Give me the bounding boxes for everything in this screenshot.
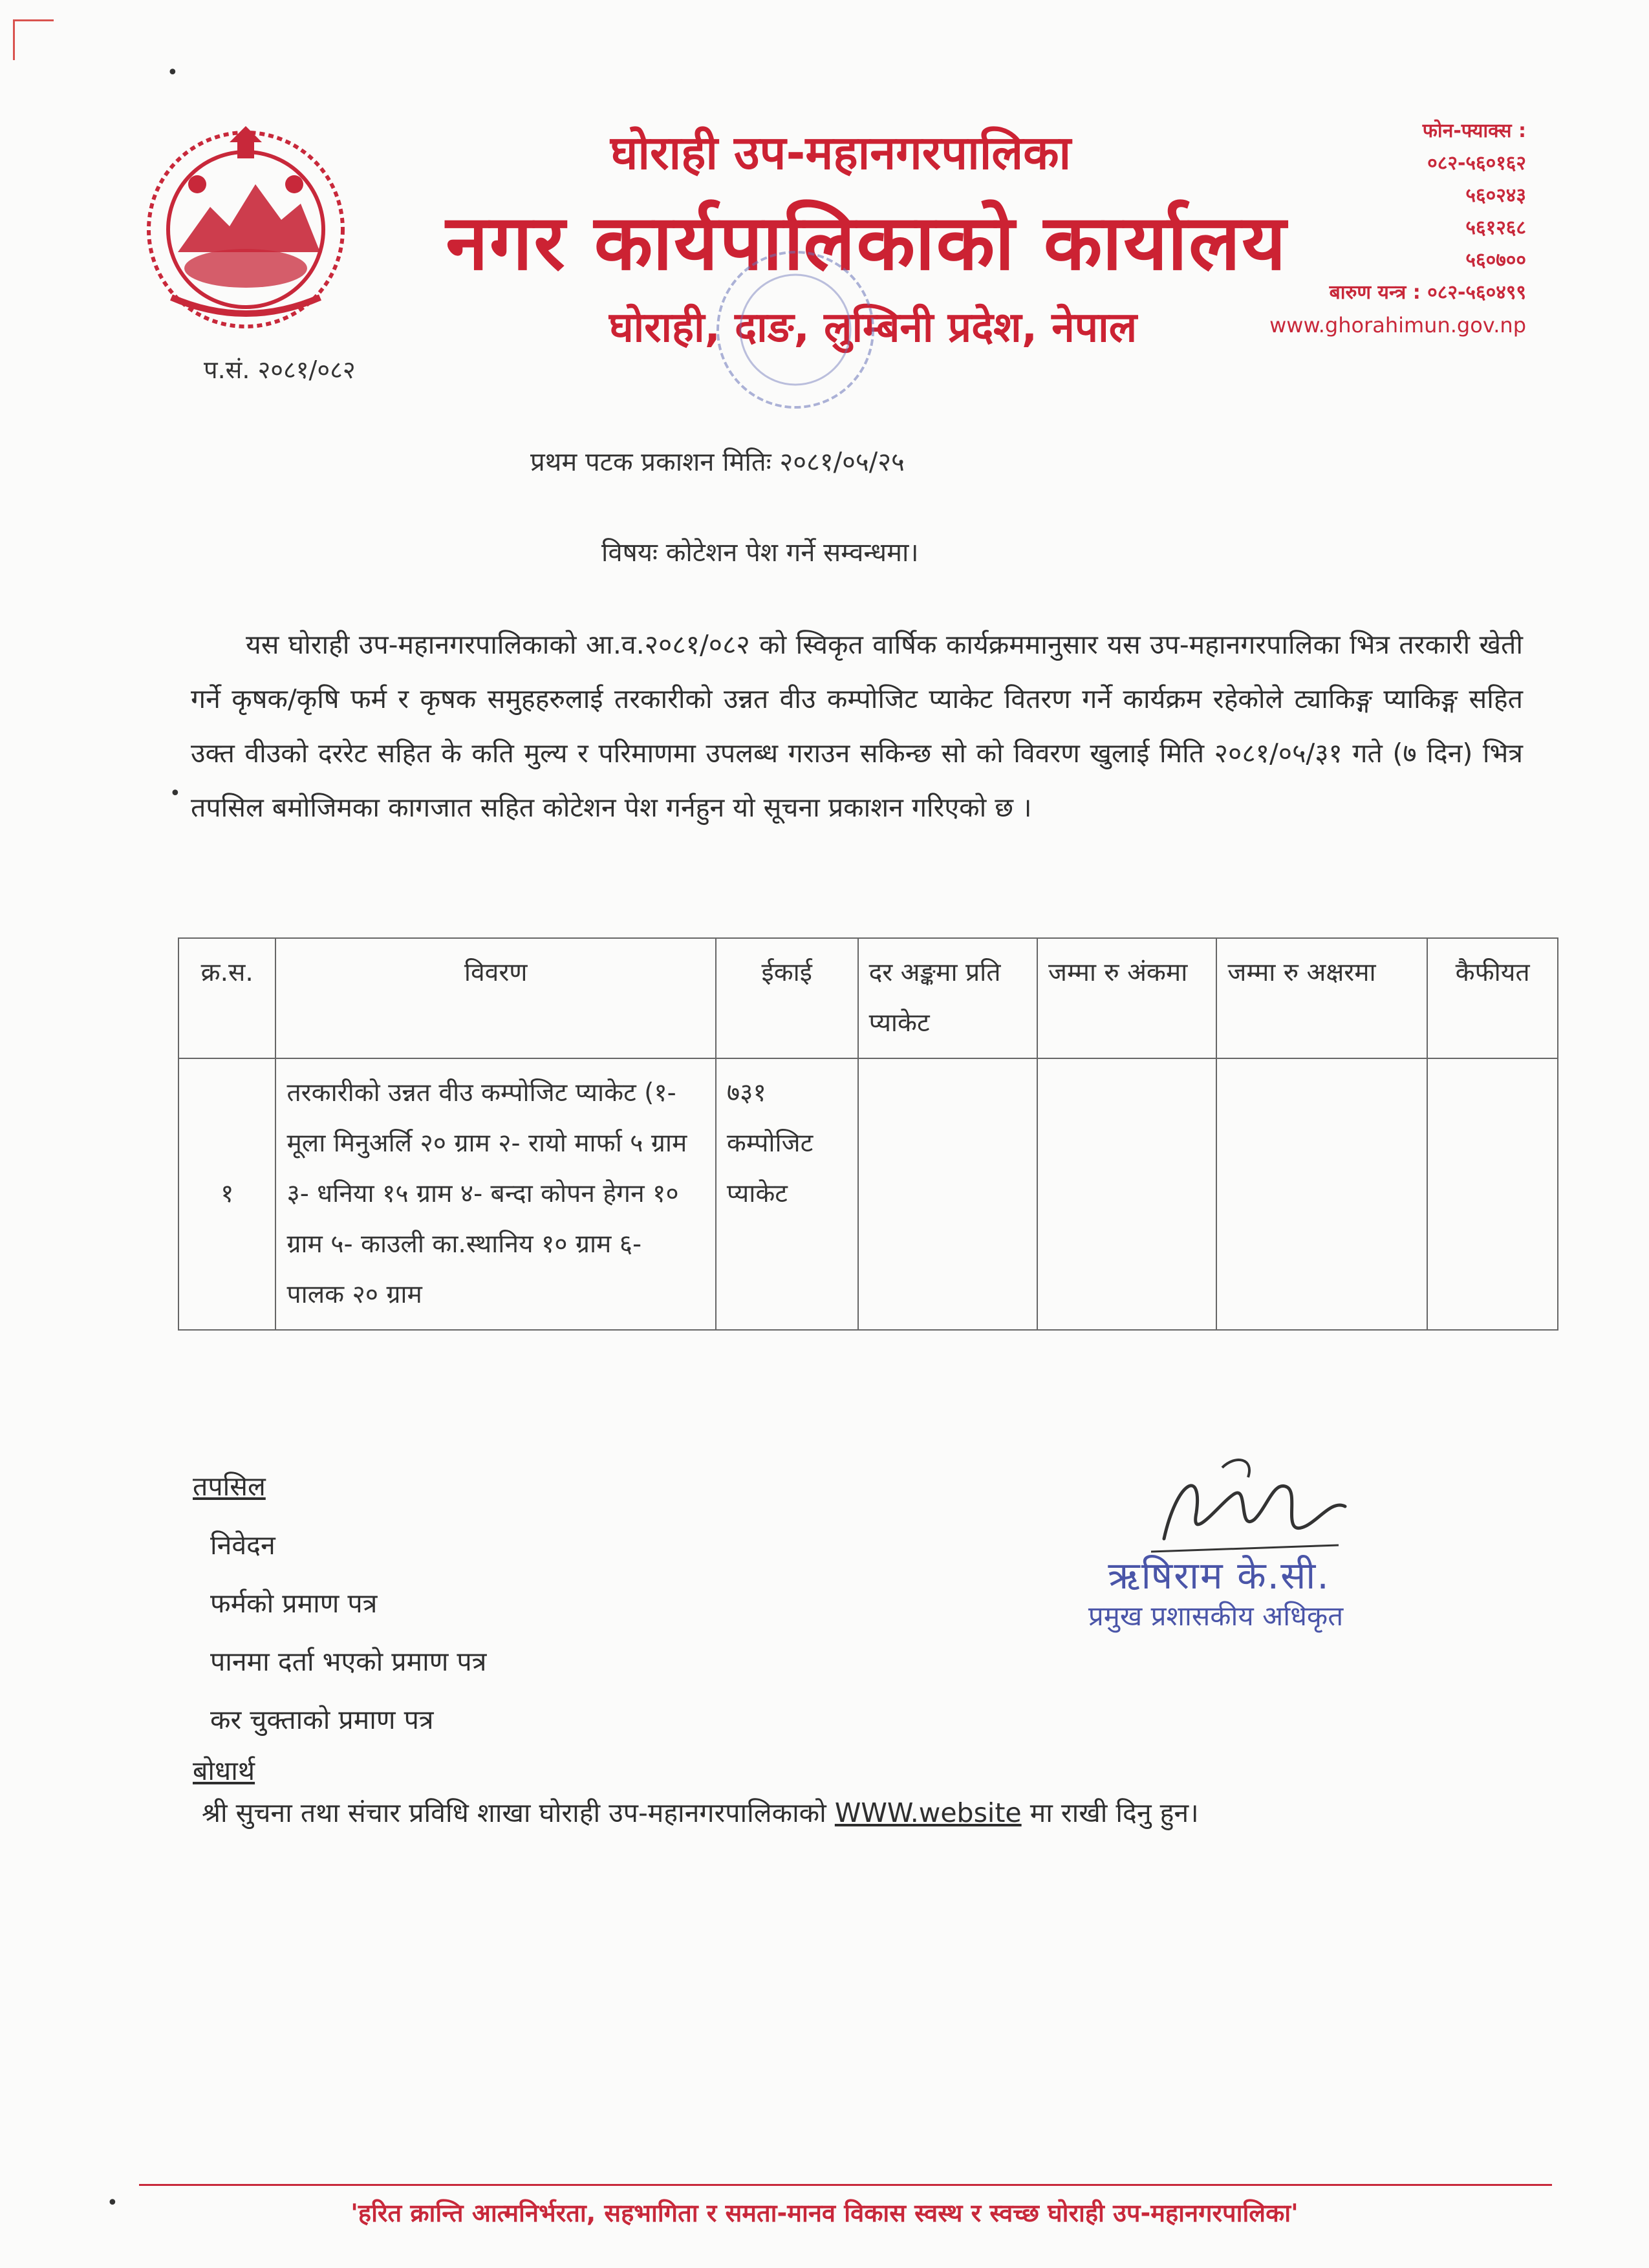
tapsil-list	[210, 1516, 486, 1749]
scan-speck: •	[107, 2192, 118, 2214]
header-unit: ईकाई	[716, 938, 858, 1058]
list-item: कर चुक्ताको प्रमाण पत्र	[210, 1704, 434, 1735]
reference-number: प.सं. २०८१/०८२	[204, 356, 356, 384]
phone-1: ०८२-५६०१६२	[1427, 152, 1526, 175]
tapsil-heading: तपसिल	[193, 1471, 266, 1502]
signatory-title: प्रमुख प्रशासकीय अधिकृत	[1088, 1600, 1344, 1632]
table-header-row	[178, 938, 1558, 1058]
nepal-emblem-logo	[133, 123, 359, 336]
subject-line: विषयः कोटेशन पेश गर्ने सम्वन्धमा।	[601, 538, 919, 568]
header-total-figures: जम्मा रु अंकमा	[1037, 938, 1216, 1058]
row-description: तरकारीको उन्नत वीउ कम्पोजिट प्याकेट (१- मूला मिनुअर्लि २० ग्राम २- रायो मार्फा ५ ग्राम ३- धनिया १५ ग्राम ४- बन्दा कोपन हेगन १० ग्राम ५- काउली का.स्थानिय १० ग्राम ६- पालक २० ग्राम	[275, 1058, 715, 1330]
phone-2: ५६०२४३	[1465, 184, 1526, 207]
row-total-figures	[1037, 1058, 1216, 1330]
scan-speck: •	[169, 782, 181, 805]
website-placeholder-link[interactable]: WWW.website	[834, 1797, 1022, 1828]
phone-4: ५६०७००	[1465, 249, 1526, 272]
fax-label: फोन-फ्याक्स :	[1422, 120, 1526, 142]
header-serial: क्र.स.	[178, 938, 275, 1058]
header-total-words: जम्मा रु अक्षरमा	[1216, 938, 1427, 1058]
signatory-name: ऋषिराम के.सी.	[1108, 1554, 1330, 1598]
notice-body-text: यस घोराही उप-महानगरपालिकाको आ.व.२०८१/०८२ को स्विकृत वार्षिक कार्यक्रममानुसार यस उप-महानगरपालिका भित्र तरकारी खेती गर्ने कृषक/कृषि फर्म र कृषक समुहहरुलाई तरकारीको उन्नत वीउ कम्पोजिट प्याकेट वितरण गर्ने कार्यक्रम रहेकोले ट्याकिङ्ग प्याकिङ्ग सहित उक्त वीउको दररेट सहित के कति मुल्य र परिमाणमा उपलब्ध गराउन सकिन्छ सो को विवरण खुलाई मिति २०८१/०५/३१ गते (७ दिन) भित्र तपसिल बमोजिमका कागजात सहित कोटेशन पेश गर्नहुन यो सूचना प्रकाशन गरिएको छ ।	[191, 629, 1523, 823]
website-link[interactable]: www.ghorahimun.gov.np	[1269, 313, 1526, 337]
bodharth-heading: बोधार्थ	[193, 1755, 255, 1786]
row-rate	[858, 1058, 1037, 1330]
municipality-name: घोराही उप-महानगरपालिका	[610, 125, 1072, 180]
header-remarks: कैफीयत	[1427, 938, 1558, 1058]
fire-brigade-phone: बारुण यन्त्र : ०८२-५६०४९९	[1329, 281, 1526, 304]
row-remarks	[1427, 1058, 1558, 1330]
corner-crop-mark	[13, 19, 54, 60]
office-stamp	[679, 233, 912, 427]
footer-slogan: 'हरित क्रान्ति आत्मनिर्भरता, सहभागिता र समता-मानव विकास स्वस्थ र स्वच्छ घोराही उप-महानगरपालिका'	[350, 2199, 1299, 2227]
office-title: नगर कार्यपालिकाको कार्यालय	[446, 198, 1288, 287]
scan-speck: •	[167, 61, 178, 84]
row-unit: ७३१ कम्पोजिट प्याकेट	[716, 1058, 858, 1330]
bodharth-text	[202, 1794, 1199, 1830]
table-row	[178, 1058, 1558, 1330]
bodharth-suffix: मा राखी दिनु हुन।	[1029, 1797, 1199, 1828]
list-item: पानमा दर्ता भएको प्रमाण पत्र	[210, 1646, 487, 1677]
contact-block	[1229, 115, 1526, 341]
publish-date: प्रथम पटक प्रकाशन मितिः २०८१/०५/२५	[530, 447, 905, 477]
office-address: घोराही, दाङ, लुम्बिनी प्रदेश, नेपाल	[609, 304, 1137, 352]
phone-3: ५६१२६८	[1465, 217, 1526, 239]
header-description: विवरण	[275, 938, 715, 1058]
header-rate: दर अङ्कमा प्रति प्याकेट	[858, 938, 1037, 1058]
footer-divider	[139, 2184, 1552, 2186]
bodharth-prefix: श्री सुचना तथा संचार प्रविधि शाखा घोराही उप-महानगरपालिकाको	[202, 1797, 826, 1828]
list-item: निवेदन	[210, 1530, 275, 1561]
quotation-table	[178, 937, 1558, 1331]
row-total-words	[1216, 1058, 1427, 1330]
list-item: फर्मको प्रमाण पत्र	[210, 1588, 378, 1619]
row-serial: १	[178, 1058, 275, 1330]
notice-body	[191, 617, 1523, 835]
